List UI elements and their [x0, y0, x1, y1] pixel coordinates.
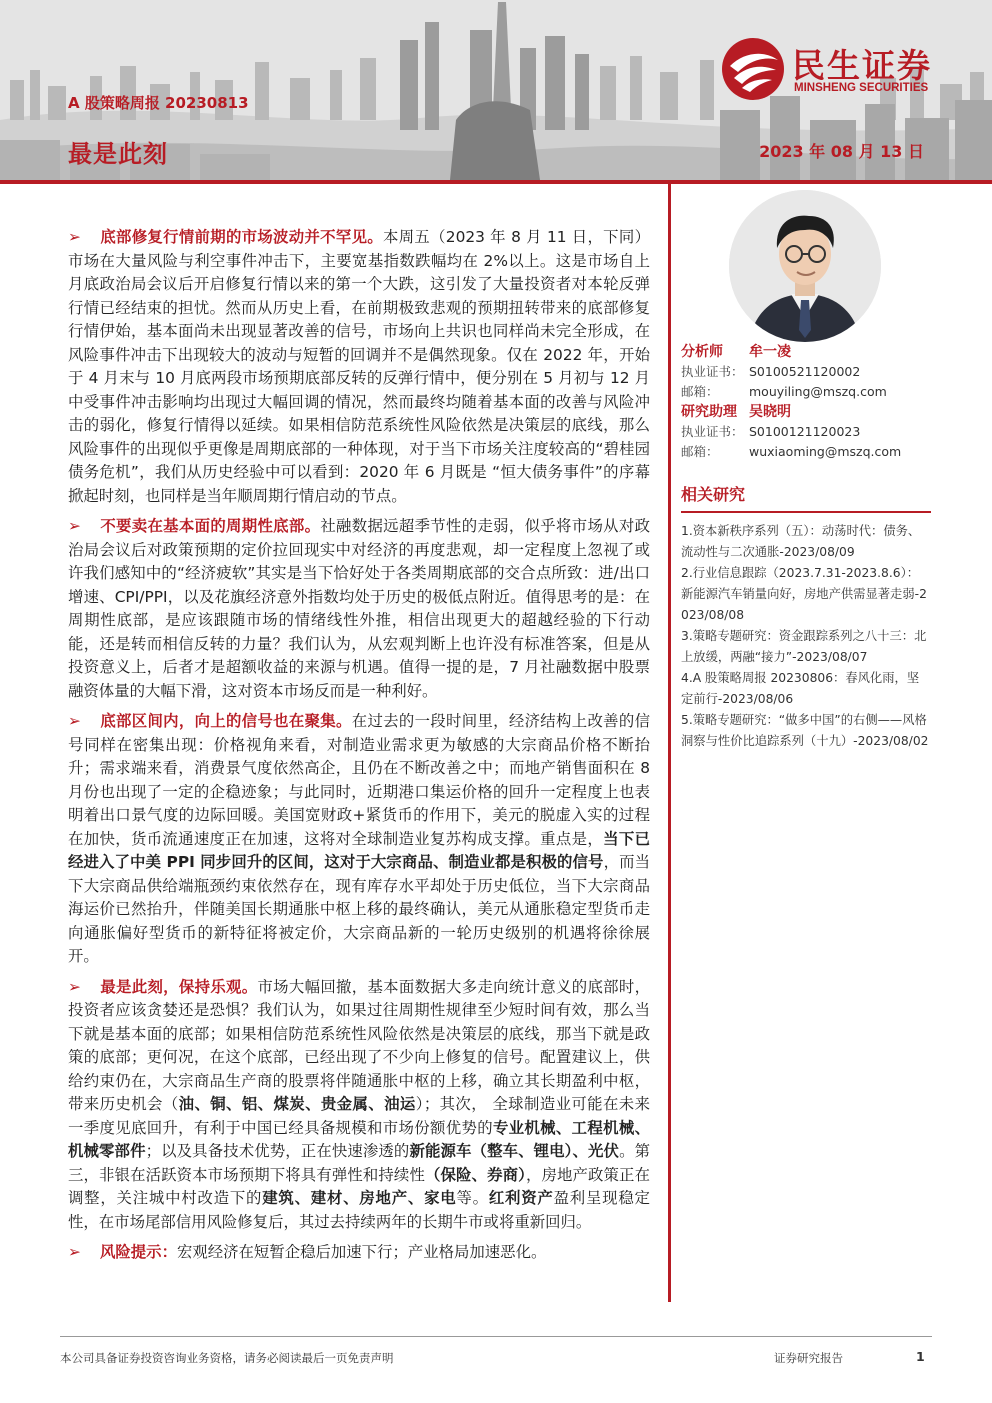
column-divider: [668, 184, 671, 1302]
related-item[interactable]: 3.策略专题研究：资金跟踪系列之八十三：北上放缓，两融“接力”-2023/08/07: [681, 629, 927, 664]
paragraph-lead: 底部修复行情前期的市场波动并不罕见。: [100, 228, 383, 246]
header-banner: [0, 0, 992, 180]
paragraph-text: 在过去的一段时间里，经济结构上改善的信号同样在密集出现：价格视角来看，对制造业需求更为敏感的大宗商品价格不断抬升；需求端来看，消费景气度依然高企，且仍在不断改善之中；而地产销售面积在 8 月份也出现了一定的企稳迹象；与此同时，近期港口集运价格的回升一定程度上也表明着出口景气度的边际回暖。美国宽财政+紧货币的作用下，美元的脱虚入实的过程在加快，货币流通速度正在加速，这将对全球制造业复苏构成支撑。重点是，: [68, 712, 650, 848]
risk-label: 风险提示：: [100, 1243, 177, 1261]
paragraph-lead: 底部区间内，向上的信号也在聚集。: [100, 712, 352, 730]
analyst-row: [681, 342, 931, 362]
risk-text: 宏观经济在短暂企稳后加速下行；产业格局加速恶化。: [176, 1243, 547, 1261]
assistant-email-row: [681, 442, 931, 462]
assistant-name: 吴晓明: [749, 404, 791, 420]
sector-highlight: 专业机械、工程机械、机械零部件: [68, 1118, 650, 1160]
paragraph-emphasis: 当下已经进入了中美 PPI 同步回升的区间，这对于大宗商品、制造业都是积极的信号: [68, 829, 650, 871]
report-body: [68, 226, 650, 1272]
related-item[interactable]: 1.资本新秩序系列（五）：动荡时代：债务、流动性与二次通胀-2023/08/09: [681, 524, 921, 559]
paragraph-text: ；以及具备技术优势，正在快速渗透的: [145, 1142, 410, 1160]
page-number: 1: [916, 1349, 925, 1364]
sector-highlight: 油、铜、铝、煤炭、贵金属、油运: [178, 1095, 416, 1113]
assistant-row: [681, 402, 931, 422]
report-date: 2023 年 08 月 13 日: [759, 142, 924, 161]
company-logo: [720, 36, 970, 106]
risk-warning: [68, 1241, 650, 1265]
report-series: A 股策略周报 20230813: [68, 94, 249, 112]
paragraph-text: 盈利呈现稳定性，在市场尾部信用风险修复后，其过去持续两年的长期牛市或将重新回归。: [68, 1189, 650, 1231]
report-title: 最是此刻: [68, 140, 168, 168]
assistant-label: 研究助理: [681, 404, 737, 420]
logo-chinese-name: 民生证券: [792, 46, 932, 85]
analyst-name: 牟一凌: [749, 344, 791, 360]
logo-english-name: MINSHENG SECURITIES: [794, 82, 929, 94]
related-research-list: [681, 521, 931, 752]
sector-highlight: （保险、券商）: [424, 1165, 526, 1184]
paragraph-text: 社融数据远超季节性的走弱，似乎将市场从对政治局会议后对政策预期的定价拉回现实中对经济的再度悲观，却一定程度上忽视了或许我们感知中的“经济疲软”其实是当下恰好处于各类周期底部的交合点所致：进/出口增速、CPI/PPI，以及花旗经济意外指数均处于历史的极低点附近。值得思考的是：在周期性底部，是应该跟随市场的情绪线性外推，相信出现更大的超越经验的下行动能，还是转而相信反转的力量？我们认为，从宏观判断上也许没有标准答案，但是从投资意义上，后者才是超额收益的来源与机遇。值得一提的是，7 月社融数据中股票融资体量的大幅下滑，这对资本市场反而是一种利好。: [68, 517, 650, 700]
paragraph-text: ）；其次， 全球制造业可能在未来一季度见底回升，有利于中国已经具备规模和市场份额优势的: [68, 1095, 650, 1137]
analyst-avatar: [729, 190, 881, 342]
paragraph-text: ，而当下大宗商品供给端瓶颈约束依然存在，现有库存水平却处于历史低位，当下大宗商品海运价已然抬升，伴随美国长期通胀中枢上移的最终确认，美元从通胀稳定型货币走向通胀偏好型货币的新特征将被定价，大宗商品新的一轮历史级别的机遇将徐徐展开。: [68, 853, 650, 965]
analyst-email-row: [681, 382, 931, 402]
cert-label: 执业证书：: [681, 364, 744, 379]
footer-doc-type: 证券研究报告: [774, 1351, 843, 1365]
bullet-arrow-icon: ➢: [68, 517, 81, 535]
paragraph-text: 等。: [456, 1189, 489, 1207]
cert-label: 执业证书：: [681, 424, 744, 439]
bullet-arrow-icon: ➢: [68, 1243, 81, 1261]
paragraph-1: [68, 226, 650, 508]
paragraph-2: [68, 515, 650, 703]
analyst-cert-row: [681, 362, 931, 382]
related-research: [681, 482, 931, 752]
related-item[interactable]: 2.行业信息跟踪（2023.7.31-2023.8.6）：新能源汽车销量向好，房地产供需显著走弱-2023/08/08: [681, 566, 927, 622]
logo-mark-icon: [720, 36, 786, 102]
email-label: 邮箱：: [681, 444, 719, 459]
analyst-email[interactable]: mouyiling@mszq.com: [749, 384, 887, 399]
footer-divider: [60, 1336, 932, 1337]
paragraph-lead: 最是此刻，保持乐观。: [100, 977, 258, 996]
analyst-label: 分析师: [681, 344, 723, 360]
sector-highlight: 红利资产: [488, 1189, 554, 1207]
assistant-cert-row: [681, 422, 931, 442]
analyst-info: [681, 342, 931, 462]
assistant-email[interactable]: wuxiaoming@mszq.com: [749, 444, 902, 459]
header-divider: [0, 180, 992, 184]
paragraph-text: 本周五（2023 年 8 月 11 日，下同）市场在大量风险与利空事件冲击下，主要宽基指数跌幅均在 2%以上。这是市场自上月底政治局会议后开启修复行情以来的第一个大跌，这引发了大量投资者对本轮反弹行情已经结束的担忧。然而从历史上看，在前期极致悲观的预期扭转带来的底部修复行情伊始，基本面尚未出现显著改善的信号，市场向上共识也同样尚未完全形成，在风险事件冲击下出现较大的波动与短暂的回调并不是偶然现象。仅在 2022 年，开始于 4 月末与 10 月底两段市场预期底部反转的反弹行情中，便分别在 5 月初与 12 月中受事件冲击影响均出现过大幅回调的情况，然而最终均随着基本面的改善与风险冲击的弱化，修复行情得以延续。如果相信防范系统性风险依然是决策层的底线，那么风险事件的出现似乎更像是周期底部的一种体现，对于当下市场关注度较高的“碧桂园债务危机”，我们从历史经验中可以看到：2020 年 6 月既是 “恒大债务事件”的序幕掀起时刻，也同样是当年顺周期行情启动的节点。: [68, 228, 650, 505]
paragraph-text: ，房地产政策正在调整，关注城中村改造下的: [68, 1165, 650, 1207]
paragraph-4: [68, 976, 650, 1235]
analyst-cert: S0100521120002: [749, 364, 861, 379]
paragraph-text: 市场大幅回撤，基本面数据大多走向统计意义的底部时，投资者应该贪婪还是恐惧？我们认为，如果过往周期性规律至少短时间有效，那么当下就是基本面的底部；如果相信防范系统性风险依然是决策层的底线，那当下就是政策的底部；更何况，在这个底部，已经出现了不少向上修复的信号。配置建议上，供给约束仍在，大宗商品生产商的股票将伴随通胀中枢的上移，确立其长期盈利中枢，带来历史机会（: [68, 977, 650, 1113]
email-label: 邮箱：: [681, 384, 719, 399]
bullet-arrow-icon: ➢: [68, 228, 81, 246]
paragraph-text: 。第三，非银在活跃资本市场预期下将具有弹性和持续性: [68, 1142, 650, 1184]
paragraph-lead: 不要卖在基本面的周期性底部。: [100, 517, 321, 535]
related-item[interactable]: 5.策略专题研究：“做多中国”的右侧——风格洞察与性价比追踪系列（十九）-2023/08/02: [681, 713, 929, 748]
bullet-arrow-icon: ➢: [68, 977, 81, 996]
analyst-portrait-icon: [729, 190, 881, 342]
assistant-cert: S0100121120023: [749, 424, 861, 439]
related-item[interactable]: 4.A 股策略周报 20230806：春风化雨，坚定前行-2023/08/06: [681, 671, 920, 706]
footer-disclaimer: 本公司具备证券投资咨询业务资格，请务必阅读最后一页免责声明: [60, 1351, 394, 1365]
sector-highlight: 建筑、建材、房地产、家电: [262, 1189, 457, 1207]
sector-highlight: 新能源车（整车、锂电）、光伏: [409, 1142, 620, 1160]
related-research-title: 相关研究: [681, 482, 931, 513]
paragraph-3: [68, 710, 650, 969]
bullet-arrow-icon: ➢: [68, 712, 81, 730]
